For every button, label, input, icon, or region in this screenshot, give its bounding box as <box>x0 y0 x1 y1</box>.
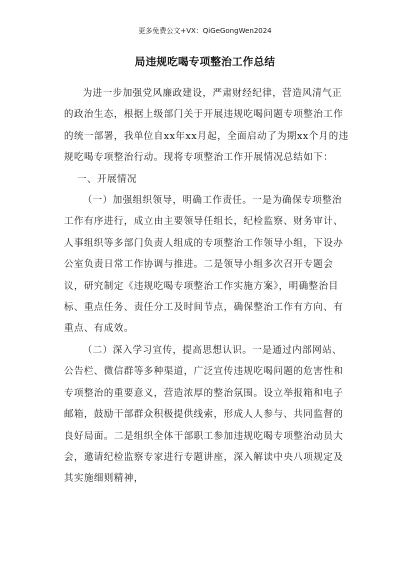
document-title: 局违规吃喝专项整治工作总结 <box>134 56 276 68</box>
section-heading: 一、开展情况 <box>77 173 138 185</box>
body-paragraph: （二）深入学习宣传，提高思想认识。一是通过内部网站、公告栏、微信群等多种渠道，广泛宣传违规吃喝问题的危害性和专项整治的重要意义，营造浓厚的整治氛围。设立举报箱和电子邮箱，鼓励干部群众积极提供线索，形成人人参与、共同监督的良好局面。二是组织全体干部职工参加违规吃喝专项整治动员大会，邀请纪检监察专家进行专题讲座，深入解读中央八项规定及其实施细则精神， <box>64 344 344 485</box>
header-note: 更多免费公文+VX：QiGeGongWen2024 <box>138 27 272 35</box>
document-body <box>64 83 350 490</box>
body-paragraph: （一）加强组织领导，明确工作责任。一是为确保专项整治工作有序进行，成立由主要领导任组长，纪检监察、财务审计、人事组织等多部门负责人组成的专项整治工作领导小组，下设办公室负责日常工作协调与推进。二是领导小组多次召开专题会议，研究制定《违规吃喝专项整治工作实施方案》，明确整治目标、重点任务、责任分工及时间节点，确保整治工作有方向、有重点、有成效。 <box>64 195 344 335</box>
intro-paragraph: 为进一步加强党风廉政建设，严肃财经纪律，营造风清气正的政治生态，根据上级部门关于开展违规吃喝问题专项整治工作的统一部署，我单位自xx年xx月起，全面启动了为期xx个月的违规吃喝专项整治行动。现将专项整治工作开展情况总结如下： <box>64 88 349 164</box>
